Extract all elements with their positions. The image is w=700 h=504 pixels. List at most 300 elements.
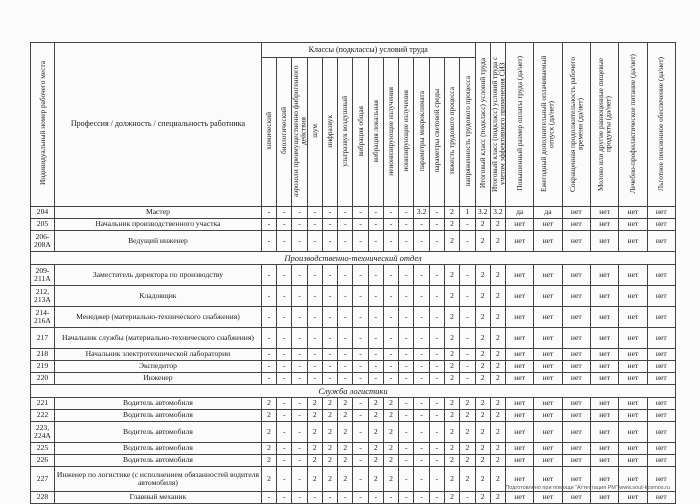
factor-class: -	[460, 372, 475, 384]
table-row	[31, 206, 676, 218]
workplace-id: 226	[31, 454, 55, 466]
profession-name: Ведущий инженер	[54, 230, 261, 251]
factor-class: -	[460, 491, 475, 503]
factor-class: -	[261, 206, 276, 218]
summary-value: 2	[490, 421, 505, 442]
summary-value: нет	[619, 454, 647, 466]
summary-value: 2	[490, 454, 505, 466]
factor-class: -	[261, 372, 276, 384]
section-title: Служба логистики	[31, 384, 676, 397]
summary-column-header	[619, 43, 647, 207]
factor-class: 2	[444, 206, 459, 218]
factor-class: -	[368, 372, 383, 384]
factor-class: 2	[368, 421, 383, 442]
summary-value: нет	[534, 264, 562, 285]
workplace-id: 221	[31, 397, 55, 409]
summary-value: нет	[647, 372, 675, 384]
factor-class: -	[399, 372, 414, 384]
summary-column-header	[534, 43, 562, 207]
factor-class: -	[414, 348, 429, 360]
summary-value: 2	[475, 264, 490, 285]
factor-class: -	[277, 409, 292, 421]
summary-column-header-text: Ежегодный дополнительный оплачиваемый отпуск (да/нет)	[539, 55, 556, 192]
factor-class: 2	[322, 409, 337, 421]
summary-value: нет	[562, 409, 590, 421]
factor-class: 2	[444, 230, 459, 251]
summary-value: нет	[506, 327, 534, 348]
summary-value: нет	[590, 372, 618, 384]
section-title: Производственно-технический отдел	[31, 251, 676, 264]
factor-class: -	[353, 360, 368, 372]
factor-class: -	[338, 306, 353, 327]
factor-class: 2	[322, 397, 337, 409]
factor-class: -	[353, 454, 368, 466]
summary-value: 2	[475, 327, 490, 348]
factor-class: -	[429, 230, 444, 251]
summary-value: нет	[506, 230, 534, 251]
factor-class: 2	[368, 454, 383, 466]
factor-class: 2	[307, 421, 322, 442]
summary-value: нет	[506, 348, 534, 360]
factor-column-header-text: вибрация локальная	[370, 99, 380, 163]
factor-class: 2	[444, 306, 459, 327]
factor-class: 2	[322, 421, 337, 442]
summary-value: 2	[475, 372, 490, 384]
profession-name: Водитель автомобиля	[54, 397, 261, 409]
profession-name: Водитель автомобиля	[54, 409, 261, 421]
factor-class: -	[307, 372, 322, 384]
factor-class: -	[338, 491, 353, 503]
workplace-id: 206-208А	[31, 230, 55, 251]
factor-class: -	[322, 306, 337, 327]
workplace-id: 218	[31, 348, 55, 360]
factor-class: -	[292, 306, 307, 327]
factor-class: 2	[444, 409, 459, 421]
summary-value: нет	[562, 264, 590, 285]
summary-value: нет	[590, 348, 618, 360]
factor-class: -	[307, 230, 322, 251]
summary-value: 2	[475, 306, 490, 327]
profession-name: Начальник производственного участка	[54, 218, 261, 230]
summary-value: нет	[590, 421, 618, 442]
factor-class: -	[429, 409, 444, 421]
summary-column-header-text: Сокращенная продолжительность рабочего времени (да/нет)	[567, 55, 585, 192]
table-row	[31, 285, 676, 306]
factor-class: 2	[338, 421, 353, 442]
factor-class: 2	[307, 409, 322, 421]
id-column-header-text: Индивидуальный номер рабочего места	[37, 61, 47, 186]
factor-class: -	[399, 230, 414, 251]
profession-name: Экспедитор	[54, 360, 261, 372]
summary-column-header-text: Молоко или другие равноценные пищевые продукты (да/нет)	[595, 57, 613, 191]
summary-value: нет	[647, 454, 675, 466]
factor-class: -	[399, 397, 414, 409]
factor-class: -	[460, 360, 475, 372]
profession-name: Начальник службы (материально-технического снабжения)	[54, 327, 261, 348]
summary-value: 2	[475, 230, 490, 251]
factor-class: -	[277, 491, 292, 503]
factor-class: -	[368, 218, 383, 230]
factor-class: 2	[444, 327, 459, 348]
summary-value: нет	[647, 348, 675, 360]
factor-column-header	[322, 58, 337, 207]
factor-class: -	[368, 360, 383, 372]
factor-column-header-text: аэрозоли преимущественно фиброгенного действия	[291, 65, 309, 197]
factor-column-header	[460, 58, 475, 207]
summary-value: 2	[475, 491, 490, 503]
factor-class: 2	[368, 397, 383, 409]
factor-class: 2	[444, 218, 459, 230]
factor-class: -	[368, 306, 383, 327]
workplace-id: 227	[31, 466, 55, 491]
factor-class: -	[338, 348, 353, 360]
summary-value: нет	[506, 454, 534, 466]
summary-value: нет	[647, 285, 675, 306]
summary-value: нет	[534, 421, 562, 442]
factor-class: -	[429, 466, 444, 491]
factor-class: -	[292, 218, 307, 230]
summary-value: нет	[562, 421, 590, 442]
factor-class: -	[353, 206, 368, 218]
factor-class: 2	[307, 397, 322, 409]
factor-class: -	[399, 264, 414, 285]
factor-class: -	[414, 454, 429, 466]
summary-value: нет	[619, 285, 647, 306]
workplace-id: 214-216А	[31, 306, 55, 327]
factor-column-header	[368, 58, 383, 207]
factor-class: 2	[261, 397, 276, 409]
table-row	[31, 491, 676, 503]
summary-value: 2	[475, 360, 490, 372]
summary-value: 2	[490, 264, 505, 285]
factor-class: -	[261, 285, 276, 306]
profession-name: Кладовщик	[54, 285, 261, 306]
summary-value: нет	[647, 421, 675, 442]
workplace-id: 204	[31, 206, 55, 218]
summary-value: нет	[506, 285, 534, 306]
factor-column-header	[444, 58, 459, 207]
factor-column-header-text: инфразвук	[325, 114, 335, 148]
summary-value: нет	[562, 466, 590, 491]
factor-class: 2	[261, 421, 276, 442]
summary-value: нет	[590, 264, 618, 285]
factor-class: -	[414, 327, 429, 348]
summary-value: нет	[562, 442, 590, 454]
factor-class: -	[322, 218, 337, 230]
summary-value: да	[506, 206, 534, 218]
summary-value: нет	[647, 306, 675, 327]
factor-class: -	[338, 327, 353, 348]
summary-value: нет	[534, 218, 562, 230]
table-row	[31, 397, 676, 409]
summary-value: нет	[562, 454, 590, 466]
summary-value: нет	[647, 466, 675, 491]
factor-class: 2	[460, 421, 475, 442]
factor-class: -	[338, 230, 353, 251]
factor-class: -	[429, 491, 444, 503]
factor-class: -	[429, 348, 444, 360]
workplace-id: 223, 224А	[31, 421, 55, 442]
factor-class: -	[292, 454, 307, 466]
factor-class: -	[414, 442, 429, 454]
factor-class: -	[277, 206, 292, 218]
factor-column-header	[383, 58, 398, 207]
factor-class: -	[307, 348, 322, 360]
workplace-id: 209-211А	[31, 264, 55, 285]
summary-value: нет	[506, 264, 534, 285]
factor-column-header	[353, 58, 368, 207]
factor-class: -	[322, 230, 337, 251]
summary-value: нет	[647, 230, 675, 251]
summary-value: нет	[647, 491, 675, 503]
factor-class: 2	[307, 454, 322, 466]
summary-value: 2	[475, 421, 490, 442]
factor-class: -	[383, 264, 398, 285]
summary-value: нет	[562, 491, 590, 503]
factor-class: 2	[444, 264, 459, 285]
factor-class: 2	[444, 285, 459, 306]
factor-class: 2	[368, 466, 383, 491]
summary-value: 2	[490, 442, 505, 454]
factor-class: -	[292, 409, 307, 421]
profession-name: Водитель автомобиля	[54, 454, 261, 466]
factor-class: 1	[460, 206, 475, 218]
factor-class: -	[414, 491, 429, 503]
summary-value: 3.2	[490, 206, 505, 218]
workplace-id: 228	[31, 491, 55, 503]
summary-value: нет	[506, 409, 534, 421]
working-conditions-table	[30, 42, 676, 504]
factor-class: -	[460, 264, 475, 285]
summary-value: да	[534, 206, 562, 218]
table-row	[31, 421, 676, 442]
factor-class: -	[307, 327, 322, 348]
factor-class: 2	[444, 454, 459, 466]
summary-value: нет	[619, 206, 647, 218]
factor-column-header	[414, 58, 429, 207]
factor-class: -	[429, 206, 444, 218]
workplace-id: 219	[31, 360, 55, 372]
section-row	[31, 384, 676, 397]
factor-class: -	[292, 491, 307, 503]
factor-class: 2	[368, 409, 383, 421]
summary-value: нет	[506, 218, 534, 230]
profession-name: Инженер по логистике (с исполнением обязанностей водителя автомобиля)	[54, 466, 261, 491]
workplace-id: 220	[31, 372, 55, 384]
summary-value: нет	[619, 466, 647, 491]
factor-class: -	[277, 454, 292, 466]
factor-class: 2	[322, 466, 337, 491]
summary-value: нет	[647, 218, 675, 230]
factor-class: -	[460, 218, 475, 230]
factor-class: -	[307, 206, 322, 218]
factor-class: -	[414, 360, 429, 372]
summary-value: нет	[562, 397, 590, 409]
summary-value: нет	[534, 466, 562, 491]
summary-value: нет	[562, 285, 590, 306]
summary-value: нет	[506, 372, 534, 384]
factor-column-header	[399, 58, 414, 207]
profession-column-header: Профессия / должность / специальность работника	[54, 43, 261, 207]
summary-column-header	[475, 43, 490, 207]
factor-class: -	[338, 218, 353, 230]
summary-value: 2	[490, 491, 505, 503]
summary-value: нет	[590, 285, 618, 306]
factor-class: 2	[338, 454, 353, 466]
summary-value: нет	[590, 491, 618, 503]
summary-column-header	[490, 43, 505, 207]
summary-value: нет	[534, 327, 562, 348]
factor-class: -	[399, 306, 414, 327]
factor-class: -	[353, 285, 368, 306]
factor-column-header	[338, 58, 353, 207]
factor-class: -	[277, 421, 292, 442]
factor-class: 2	[444, 348, 459, 360]
factor-column-header	[292, 58, 307, 207]
factor-class: -	[460, 327, 475, 348]
factor-class: -	[353, 466, 368, 491]
factor-class: -	[460, 230, 475, 251]
factor-class: -	[292, 348, 307, 360]
summary-value: нет	[619, 421, 647, 442]
factor-class: -	[292, 285, 307, 306]
profession-name: Главный механик	[54, 491, 261, 503]
profession-name: Инженер	[54, 372, 261, 384]
factor-class: -	[353, 372, 368, 384]
summary-value: 2	[490, 285, 505, 306]
factor-class: -	[292, 372, 307, 384]
factor-class: -	[368, 327, 383, 348]
summary-column-header	[647, 43, 675, 207]
summary-value: нет	[562, 230, 590, 251]
summary-value: нет	[647, 264, 675, 285]
summary-value: 2	[490, 466, 505, 491]
summary-column-header	[562, 43, 590, 207]
profession-name: Водитель автомобиля	[54, 421, 261, 442]
summary-value: нет	[647, 397, 675, 409]
factor-column-header-text: ионизирующие излучения	[401, 90, 411, 172]
factor-class: -	[368, 206, 383, 218]
summary-value: нет	[590, 442, 618, 454]
factor-class: -	[353, 421, 368, 442]
section-row	[31, 251, 676, 264]
summary-value: 2	[490, 306, 505, 327]
factor-class: -	[322, 285, 337, 306]
factor-class: -	[261, 327, 276, 348]
factor-class: -	[307, 218, 322, 230]
profession-name: Начальник электротехнической лаборатории	[54, 348, 261, 360]
factor-class: 2	[261, 442, 276, 454]
factor-class: -	[292, 397, 307, 409]
factor-class: -	[338, 285, 353, 306]
summary-value: 2	[490, 360, 505, 372]
factor-class: -	[338, 206, 353, 218]
profession-name: Заместитель директора по производству	[54, 264, 261, 285]
table-row	[31, 372, 676, 384]
factor-class: -	[429, 306, 444, 327]
profession-name: Водитель автомобиля	[54, 442, 261, 454]
factor-column-header-text: вибрация общая	[355, 105, 365, 157]
factor-class: -	[322, 491, 337, 503]
summary-value: нет	[590, 230, 618, 251]
factor-class: -	[414, 218, 429, 230]
factor-class: -	[368, 230, 383, 251]
summary-value: нет	[590, 397, 618, 409]
factor-class: 2	[307, 442, 322, 454]
factor-class: -	[414, 397, 429, 409]
factor-class: -	[383, 218, 398, 230]
factor-class: -	[399, 360, 414, 372]
factor-class: -	[353, 397, 368, 409]
factor-class: -	[277, 306, 292, 327]
summary-column-header	[590, 43, 618, 207]
sout-summary-sheet	[30, 42, 676, 504]
factor-column-header-text: неионизирующие излучения	[386, 86, 396, 176]
factor-class: -	[383, 327, 398, 348]
factor-class: -	[353, 264, 368, 285]
summary-value: нет	[619, 218, 647, 230]
factor-class: 2	[444, 466, 459, 491]
factor-class: 2	[338, 397, 353, 409]
summary-value: 2	[490, 218, 505, 230]
factor-class: -	[307, 264, 322, 285]
factor-class: -	[322, 327, 337, 348]
summary-value: нет	[619, 348, 647, 360]
summary-column-header-text: Льготное пенсионное обеспечение (да/нет)	[656, 56, 666, 191]
workplace-id: 205	[31, 218, 55, 230]
factor-class: -	[399, 327, 414, 348]
factor-class: -	[292, 360, 307, 372]
summary-value: 2	[475, 218, 490, 230]
factor-class: 2	[383, 409, 398, 421]
factor-class: -	[414, 285, 429, 306]
summary-value: нет	[534, 372, 562, 384]
factor-class: -	[322, 372, 337, 384]
factor-class: 2	[460, 409, 475, 421]
summary-value: 2	[490, 372, 505, 384]
factor-class: -	[414, 421, 429, 442]
factor-class: 2	[460, 442, 475, 454]
table-row	[31, 306, 676, 327]
factor-class: -	[307, 306, 322, 327]
summary-value: нет	[590, 218, 618, 230]
factor-class: -	[261, 360, 276, 372]
factor-class: -	[383, 491, 398, 503]
summary-value: 2	[490, 327, 505, 348]
workplace-id: 212, 213А	[31, 285, 55, 306]
summary-value: нет	[534, 348, 562, 360]
factor-class: -	[368, 285, 383, 306]
factor-class: 2	[460, 397, 475, 409]
factor-class: -	[307, 491, 322, 503]
table-row	[31, 409, 676, 421]
factor-class: -	[353, 327, 368, 348]
factor-class: -	[292, 230, 307, 251]
factor-class: -	[383, 372, 398, 384]
factor-class: -	[322, 360, 337, 372]
summary-column-header	[506, 43, 534, 207]
summary-value: нет	[619, 491, 647, 503]
summary-value: нет	[534, 306, 562, 327]
factor-class: -	[383, 306, 398, 327]
factor-class: 2	[444, 491, 459, 503]
factor-class: -	[368, 491, 383, 503]
factor-class: 2	[444, 421, 459, 442]
summary-value: нет	[590, 409, 618, 421]
summary-value: нет	[619, 264, 647, 285]
factor-class: -	[277, 218, 292, 230]
table-row	[31, 230, 676, 251]
